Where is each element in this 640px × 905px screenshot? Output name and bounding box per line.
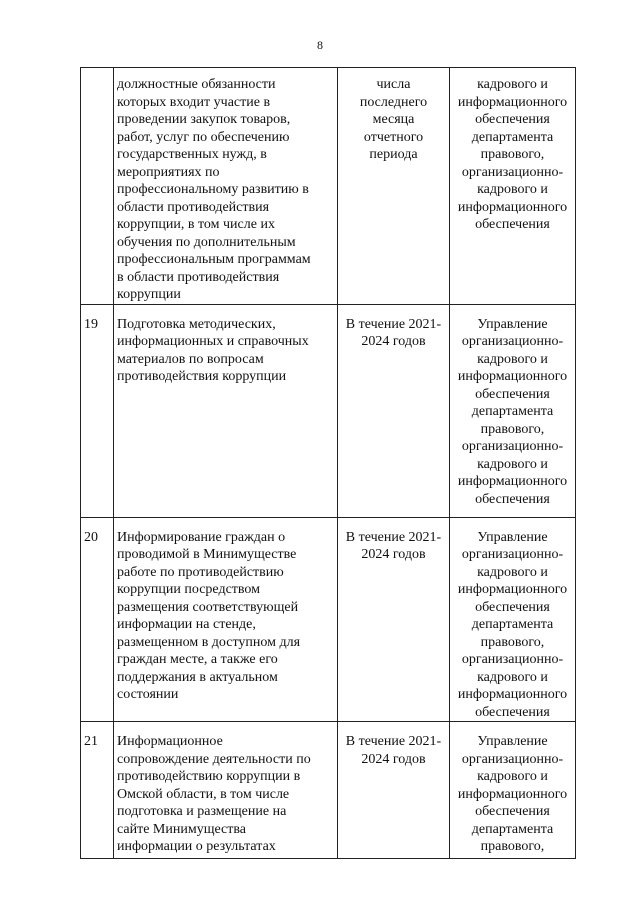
- cell-line: информационного: [457, 687, 568, 702]
- cell-line: проводимой в Минимуществе: [117, 547, 297, 562]
- cell-line: коррупции: [117, 287, 181, 302]
- cell-line: организационно-: [461, 334, 564, 349]
- page-number: 8: [317, 38, 323, 52]
- cell-line: размещения соответствующей: [117, 599, 299, 615]
- measure-description: [114, 304, 338, 517]
- cell-line: размещенном в доступном для: [117, 634, 301, 650]
- cell-line: проведении закупок товаров,: [117, 112, 291, 127]
- cell-line: сопровождение деятельности по: [117, 751, 311, 767]
- responsible-unit: [450, 722, 576, 859]
- row-number: 19: [81, 304, 114, 517]
- cell-line: Управление: [477, 734, 548, 749]
- cell-line: информационного: [457, 582, 568, 597]
- cell-line: Информационное: [117, 734, 223, 749]
- cell-line: информации на стенде,: [117, 617, 256, 632]
- cell-line: департамента: [471, 617, 554, 632]
- cell-line: сайте Минимущества: [117, 821, 247, 837]
- cell-line: мероприятиях по: [117, 164, 220, 180]
- cell-line: периода: [369, 147, 418, 162]
- cell-line: организационно-: [461, 164, 564, 180]
- responsible-unit: [450, 517, 576, 722]
- cell-line: материалов по вопросам: [117, 351, 264, 367]
- cell-line: кадрового и: [477, 769, 548, 784]
- cell-line: профессиональным программам: [117, 252, 311, 267]
- cell-line: области противодействия: [117, 199, 270, 215]
- cell-line: профессиональному развитию в: [117, 182, 309, 197]
- cell-line: обеспечения: [475, 386, 550, 402]
- cell-line: правового,: [480, 147, 545, 162]
- cell-line: состоянии: [117, 687, 179, 702]
- responsible-unit: [450, 304, 576, 517]
- cell-line: 2024 годов: [361, 547, 426, 562]
- cell-line: работ, услуг по обеспечению: [117, 129, 290, 145]
- execution-period: [338, 304, 450, 517]
- table-row: [81, 517, 576, 722]
- table-row: [81, 304, 576, 517]
- cell-line: правового,: [480, 839, 545, 854]
- cell-line: Управление: [477, 529, 548, 545]
- cell-line: Омской области, в том числе: [117, 786, 290, 802]
- cell-line: организационно-: [461, 652, 564, 667]
- execution-period: [338, 722, 450, 859]
- row-number: 21: [81, 722, 114, 859]
- cell-line: кадрового и: [477, 456, 548, 472]
- cell-line: информации о результатах: [117, 839, 276, 854]
- cell-line: В течение 2021-: [345, 529, 442, 545]
- cell-line: последнего: [359, 94, 428, 110]
- cell-line: информационного: [457, 369, 568, 384]
- cell-line: обеспечения: [475, 491, 550, 507]
- cell-line: обеспечения: [475, 599, 550, 615]
- cell-line: обеспечения: [475, 217, 550, 232]
- cell-line: организационно-: [461, 439, 564, 454]
- measures-table: [80, 67, 576, 859]
- table-row: [81, 722, 576, 859]
- measure-description: [114, 68, 338, 305]
- cell-line: правового,: [480, 634, 545, 650]
- cell-line: коррупции посредством: [117, 582, 261, 597]
- cell-line: обеспечения: [475, 704, 550, 720]
- cell-line: поддержания в актуальном: [117, 669, 278, 685]
- cell-line: Управление: [477, 316, 548, 332]
- cell-line: Информирование граждан о: [117, 529, 286, 545]
- measure-description: [114, 517, 338, 722]
- cell-line: 2024 годов: [361, 334, 426, 349]
- cell-line: работе по противодействию: [117, 564, 284, 580]
- cell-line: граждан месте, а также его: [117, 652, 278, 667]
- cell-line: информационных и справочных: [117, 334, 309, 349]
- cell-line: кадрового и: [477, 182, 548, 197]
- cell-line: обеспечения: [475, 804, 550, 819]
- cell-line: кадрового и: [477, 351, 548, 367]
- cell-line: кадрового и: [477, 77, 548, 92]
- row-number: [81, 68, 114, 305]
- cell-line: обучения по дополнительным: [117, 234, 296, 250]
- execution-period: [338, 68, 450, 305]
- cell-line: информационного: [457, 94, 568, 110]
- cell-line: В течение 2021-: [345, 734, 442, 749]
- cell-line: государственных нужд, в: [117, 147, 267, 162]
- cell-line: обеспечения: [475, 112, 550, 127]
- cell-line: которых входит участие в: [117, 94, 271, 110]
- cell-line: информационного: [457, 474, 568, 489]
- cell-line: числа: [376, 77, 411, 92]
- row-number: 20: [81, 517, 114, 722]
- cell-line: кадрового и: [477, 564, 548, 580]
- cell-line: департамента: [471, 129, 554, 145]
- cell-line: отчетного: [363, 129, 424, 145]
- cell-line: Подготовка методических,: [117, 316, 276, 332]
- cell-line: департамента: [471, 404, 554, 419]
- cell-line: подготовка и размещение на: [117, 804, 287, 819]
- cell-line: департамента: [471, 821, 554, 837]
- cell-line: информационного: [457, 786, 568, 802]
- cell-line: информационного: [457, 199, 568, 215]
- cell-line: противодействия коррупции: [117, 369, 287, 384]
- cell-line: в области противодействия: [117, 269, 280, 285]
- cell-line: 2024 годов: [361, 751, 426, 767]
- execution-period: [338, 517, 450, 722]
- cell-line: правового,: [480, 421, 545, 437]
- table-row: [81, 68, 576, 305]
- cell-line: должностные обязанности: [117, 77, 276, 92]
- cell-line: В течение 2021-: [345, 316, 442, 332]
- cell-line: организационно-: [461, 751, 564, 767]
- responsible-unit: [450, 68, 576, 305]
- cell-line: коррупции, в том числе их: [117, 217, 275, 232]
- cell-line: кадрового и: [477, 669, 548, 685]
- measure-description: [114, 722, 338, 859]
- cell-line: противодействию коррупции в: [117, 769, 301, 784]
- cell-line: месяца: [372, 112, 415, 127]
- cell-line: организационно-: [461, 547, 564, 562]
